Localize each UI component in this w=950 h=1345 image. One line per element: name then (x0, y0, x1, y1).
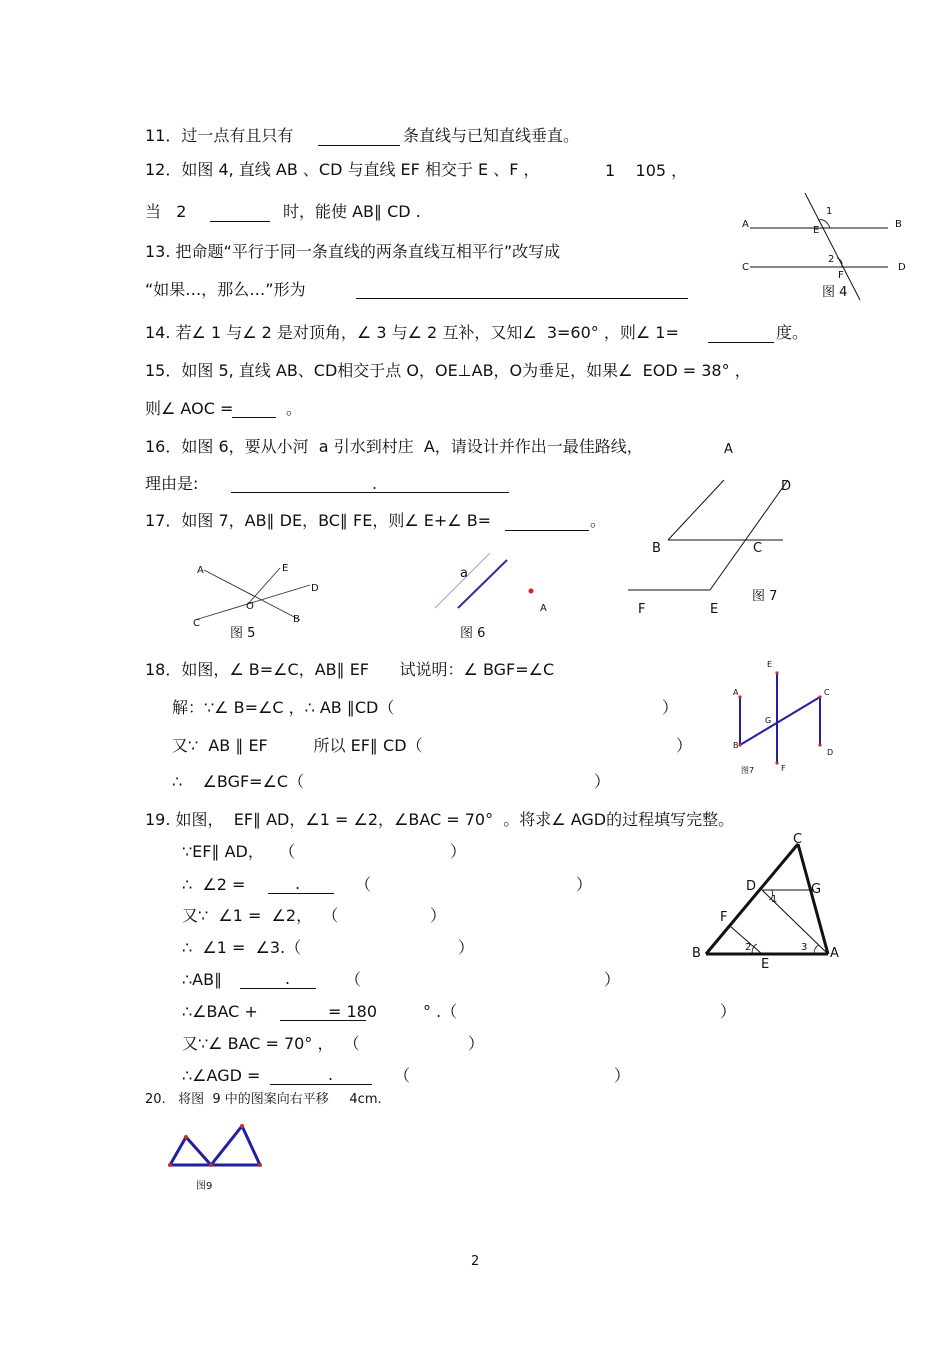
fig19-label-f: F (720, 910, 728, 925)
q19-r6: ∴∠BAC + (182, 1002, 258, 1021)
fig5-label-c: C (193, 618, 200, 629)
fig4-angle-1: 1 (826, 206, 833, 217)
q19-r1: ∵EF∥ AD， （ (182, 842, 296, 861)
fig19-angle-3: 3 (801, 942, 808, 953)
fig19-label-e: E (761, 957, 770, 972)
fig5-label-o: O (246, 601, 254, 612)
q19-line1: 19. 如图， EF∥ AD，∠1 = ∠2，∠BAC = 70° 。将求∠ AGD的过程填写完整。 (145, 810, 735, 829)
fig4-label-a: A (742, 219, 749, 230)
fig19-label-d: D (746, 879, 757, 894)
q19-r7: 又∵∠ BAC = 70° ， （ (182, 1034, 360, 1053)
fig4-label-c: C (742, 262, 749, 273)
fig7-label-f: F (638, 602, 646, 617)
fig4-label-e: E (813, 225, 820, 236)
fig19-angle-1: 1 (771, 894, 778, 905)
q19-r2: ∴ ∠2 = (182, 875, 246, 894)
fig19-label-g: G (811, 882, 822, 897)
q19-r8-end: ） (614, 1066, 631, 1085)
q16-line2: 理由是: (145, 474, 199, 493)
q12-blank[interactable] (210, 221, 270, 222)
q18-line1: 18．如图，∠ B=∠C，AB∥ EF 试说明：∠ BGF=∠C (145, 660, 555, 679)
figure-7 (620, 470, 800, 600)
q12-line1: 12．如图 4, 直线 AB 、CD 与直线 EF 相交于 E 、F ， (145, 160, 540, 179)
q17-blank[interactable] (505, 530, 589, 531)
q18-step3-end: ） (594, 772, 611, 791)
fig4-label-f: F (838, 270, 844, 281)
fig19-label-c: C (793, 832, 803, 847)
fig18-label-c: C (824, 688, 830, 697)
q16-line1: 16．如图 6，要从小河 a 引水到村庄 A，请设计并作出一最佳路线， (145, 437, 643, 456)
q19-r2-end: ） (576, 875, 593, 894)
q19-r6-value: = 180 (328, 1002, 378, 1021)
q19-r8-paren: （ (394, 1066, 411, 1085)
q19-r1-end: ） (450, 842, 467, 861)
q19-r3-end: ） (430, 906, 447, 925)
q15-blank[interactable] (232, 417, 276, 418)
q19-r5-blank[interactable] (240, 988, 316, 989)
fig19-angle-2: 2 (745, 942, 752, 953)
figure-9 (163, 1120, 273, 1170)
fig4-angle-2: 2 (828, 254, 835, 265)
q19-r6-end: ） (720, 1002, 737, 1021)
q18-step1: 解：∵∠ B=∠C ，∴ AB ∥CD（ (172, 698, 395, 717)
fig19-label-a: A (830, 946, 839, 961)
q18-step2: 又∵ AB ∥ EF 所以 EF∥ CD（ (172, 736, 423, 755)
fig4-label-d: D (898, 262, 906, 273)
q12-angle-value: 1 105 ， (605, 161, 688, 180)
fig5-caption: 图 5 (230, 626, 256, 641)
q14-text-end: 度。 (776, 323, 809, 342)
fig9-caption: 图9 (196, 1181, 213, 1192)
q19-r2-dot: . (295, 874, 301, 893)
q19-r4: ∴ ∠1 = ∠3.（ (182, 938, 302, 957)
q18-step2-end: ） (676, 736, 693, 755)
q15-line2-end: 。 (286, 399, 303, 418)
q19-r6-degree: ° .（ (423, 1002, 458, 1021)
figure-5 (190, 560, 330, 630)
q11-blank[interactable] (318, 145, 400, 146)
q19-r2-blank[interactable] (268, 893, 334, 894)
fig18-label-b: B (733, 741, 739, 750)
page-number: 2 (471, 1254, 480, 1269)
fig18-caption: 图7 (741, 766, 755, 775)
q19-r5-paren: （ (345, 970, 362, 989)
fig6-river-label: a (460, 566, 468, 581)
q13-line1: 13. 把命题“平行于同一条直线的两条直线互相平行”改写成 (145, 242, 561, 261)
q19-r3: 又∵ ∠1 = ∠2， （ (182, 906, 339, 925)
fig18-label-a: A (733, 688, 739, 697)
q19-r4-end: ） (458, 938, 475, 957)
fig6-caption: 图 6 (460, 626, 486, 641)
fig7-label-a: A (724, 442, 733, 457)
fig4-caption: 图 4 (822, 285, 848, 300)
fig18-label-d: D (827, 748, 834, 757)
q11-text: 11．过一点有且只有 (145, 126, 294, 145)
fig5-label-d: D (311, 583, 319, 594)
q12-line2: 当 2 (145, 202, 187, 221)
q19-r8-dot: . (328, 1065, 334, 1084)
fig18-label-f: F (781, 764, 786, 773)
q19-r5-end: ） (604, 970, 621, 989)
fig7-label-c: C (753, 541, 763, 556)
q15-line2: 则∠ AOC = (145, 399, 234, 418)
fig18-label-e: E (767, 660, 773, 669)
q17-text: 17．如图 7，AB∥ DE，BC∥ FE，则∠ E+∠ B= (145, 511, 492, 530)
q19-r5: ∴AB∥ (182, 970, 223, 989)
q14-text: 14. 若∠ 1 与∠ 2 是对顶角，∠ 3 与∠ 2 互补，又知∠ 3=60° ，则∠ 1= (145, 323, 679, 342)
q13-blank[interactable] (356, 298, 688, 299)
fig5-label-a: A (197, 565, 204, 576)
q16-dot: . (372, 474, 378, 493)
figure-19 (690, 830, 850, 970)
fig7-label-b: B (652, 541, 661, 556)
q13-line2: “如果…，那么…”形为 (145, 280, 306, 299)
figure-6 (425, 550, 545, 620)
q19-r8-blank[interactable] (270, 1084, 372, 1085)
q19-r8: ∴∠AGD = (182, 1066, 261, 1085)
figure-18 (730, 665, 830, 775)
q11-text-end: 条直线与已知直线垂直。 (403, 126, 580, 145)
q17-text-end: 。 (590, 511, 607, 530)
fig7-label-d: D (781, 479, 792, 494)
fig7-caption: 图 7 (752, 589, 778, 604)
q20-text: 20. 将图 9 中的图案向右平移 4cm. (145, 1092, 382, 1107)
q15-line1: 15．如图 5, 直线 AB、CD相交于点 O，OE⊥AB，O为垂足，如果∠ EOD = 38° ， (145, 361, 751, 380)
q16-blank[interactable] (231, 492, 509, 493)
q12-line2-end: 时，能使 AB∥ CD . (283, 202, 421, 221)
fig4-label-b: B (895, 219, 902, 230)
q18-step1-end: ） (662, 698, 679, 717)
fig19-label-b: B (692, 946, 701, 961)
fig18-label-g: G (765, 716, 772, 725)
q19-r2-paren: （ (355, 875, 372, 894)
fig6-label-a: A (540, 603, 547, 614)
fig5-label-b: B (293, 614, 300, 625)
fig7-label-e: E (710, 602, 719, 617)
q19-r7-end: ） (468, 1034, 485, 1053)
q14-blank[interactable] (708, 342, 774, 343)
q19-r5-dot: . (285, 969, 291, 988)
fig5-label-e: E (282, 563, 289, 574)
q18-step3: ∴ ∠BGF=∠C（ (172, 772, 305, 791)
